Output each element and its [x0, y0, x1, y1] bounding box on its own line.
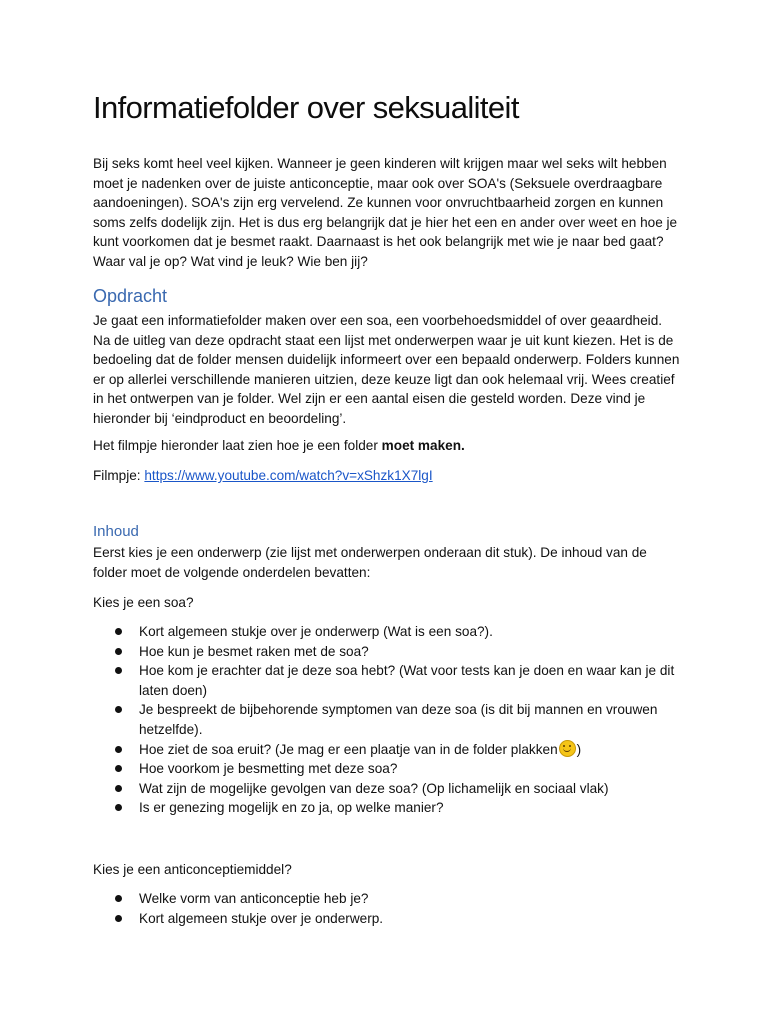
inhoud-paragraph: Eerst kies je een onderwerp (zie lijst met onderwerpen onderaan dit stuk). De inhoud van de folder moet de volgende onderdelen bevatten: [93, 545, 647, 580]
film-instruction [93, 436, 681, 456]
list-item-text-close: ) [576, 741, 582, 757]
anticonceptie-bullet-list [93, 889, 681, 928]
document-title: Informatiefolder over seksualiteit [93, 90, 519, 125]
bullet-icon [115, 667, 122, 674]
bullet-icon [115, 804, 122, 811]
list-item-text: Welke vorm van anticonceptie heb je? [139, 891, 369, 906]
list-item-text: Kort algemeen stukje over je onderwerp (Wat is een soa?). [139, 624, 493, 639]
list-item-text: Hoe kun je besmet raken met de soa? [139, 643, 369, 659]
smiley-icon [559, 740, 576, 757]
list-item-text: Wat zijn de mogelijke gevolgen van deze soa? (Op lichamelijk en sociaal vlak) [139, 780, 609, 796]
bullet-icon [115, 765, 122, 772]
list-item [93, 740, 681, 760]
list-item [93, 889, 681, 909]
list-item-text: Je bespreekt de bijbehorende symptomen van deze soa (is dit bij mannen en vrouwen hetzelfde). [139, 702, 658, 737]
intro-paragraph: Bij seks komt heel veel kijken. Wanneer je geen kinderen wilt krijgen maar wel seks wilt hebben moet je nadenken over de juiste anticonceptie, maar ook over SOA's (Seksuele overdraagbare aandoeningen). SOA's zijn erg vervelend. Ze kunnen voor onvruchtbaarheid zorgen en kunnen soms zelfs dodelijk zijn. Het is dus erg belangrijk dat je hier het een en ander over weet en hoe je kunt voorkomen dat je besmet raakt. Daarnaast is het ook belangrijk met wie je naar bed gaat? Waar val je op? Wat vind je leuk? Wie ben jij? [93, 156, 678, 269]
film-link-label: Filmpje: [93, 468, 145, 483]
list-item-text: Is er genezing mogelijk en zo ja, op welke manier? [139, 800, 444, 816]
list-item [93, 661, 681, 700]
heading-inhoud: Inhoud [93, 523, 139, 540]
soa-bullet-list [93, 622, 681, 818]
bullet-icon [115, 648, 122, 655]
list-item-text: Hoe kom je erachter dat je deze soa hebt? (Wat voor tests kan je doen en waar kan je dit laten doen) [139, 663, 675, 698]
bullet-icon [115, 746, 122, 753]
list-item [93, 642, 681, 662]
list-item [93, 759, 681, 779]
list-item [93, 798, 681, 818]
bullet-icon [115, 895, 122, 902]
list-item-text: Hoe voorkom je besmetting met deze soa? [139, 761, 398, 777]
list-item-text: Hoe ziet de soa eruit? (Je mag er een plaatje van in de folder plakken [139, 741, 558, 757]
opdracht-paragraph: Je gaat een informatiefolder maken over een soa, een voorbehoedsmiddel of over geaardheid. Na de uitleg van deze opdracht staat een lijst met onderwerpen waar je uit kunt kiezen. Het is de bedoeling dat de folder mensen duidelijk informeert over een bepaald onderwerp. Folders kunnen er op allerlei verschillende manieren uitzien, deze keuze ligt dan ook helemaal vrij. Wees creatief in het ontwerpen van je folder. Wel zijn er een aantal eisen die gesteld worden. Deze vind je hieronder bij ‘eindproduct en beoordeling’. [93, 313, 680, 426]
film-instruction-text: Het filmpje hieronder laat zien hoe je een folder [93, 438, 382, 453]
youtube-link[interactable]: https://www.youtube.com/watch?v=xShzk1X7lgI [144, 468, 433, 483]
list-item [93, 622, 681, 642]
list-item [93, 779, 681, 799]
bullet-icon [115, 628, 122, 635]
bullet-icon [115, 785, 122, 792]
film-link-line [93, 466, 681, 486]
bullet-icon [115, 706, 122, 713]
soa-question: Kies je een soa? [93, 595, 194, 610]
bullet-icon [115, 915, 122, 922]
film-instruction-bold: moet maken. [381, 438, 465, 453]
anticonceptie-question: Kies je een anticonceptiemiddel? [93, 862, 292, 877]
list-item [93, 700, 681, 739]
list-item [93, 909, 681, 929]
list-item-text: Kort algemeen stukje over je onderwerp. [139, 910, 384, 926]
heading-opdracht: Opdracht [93, 286, 168, 306]
